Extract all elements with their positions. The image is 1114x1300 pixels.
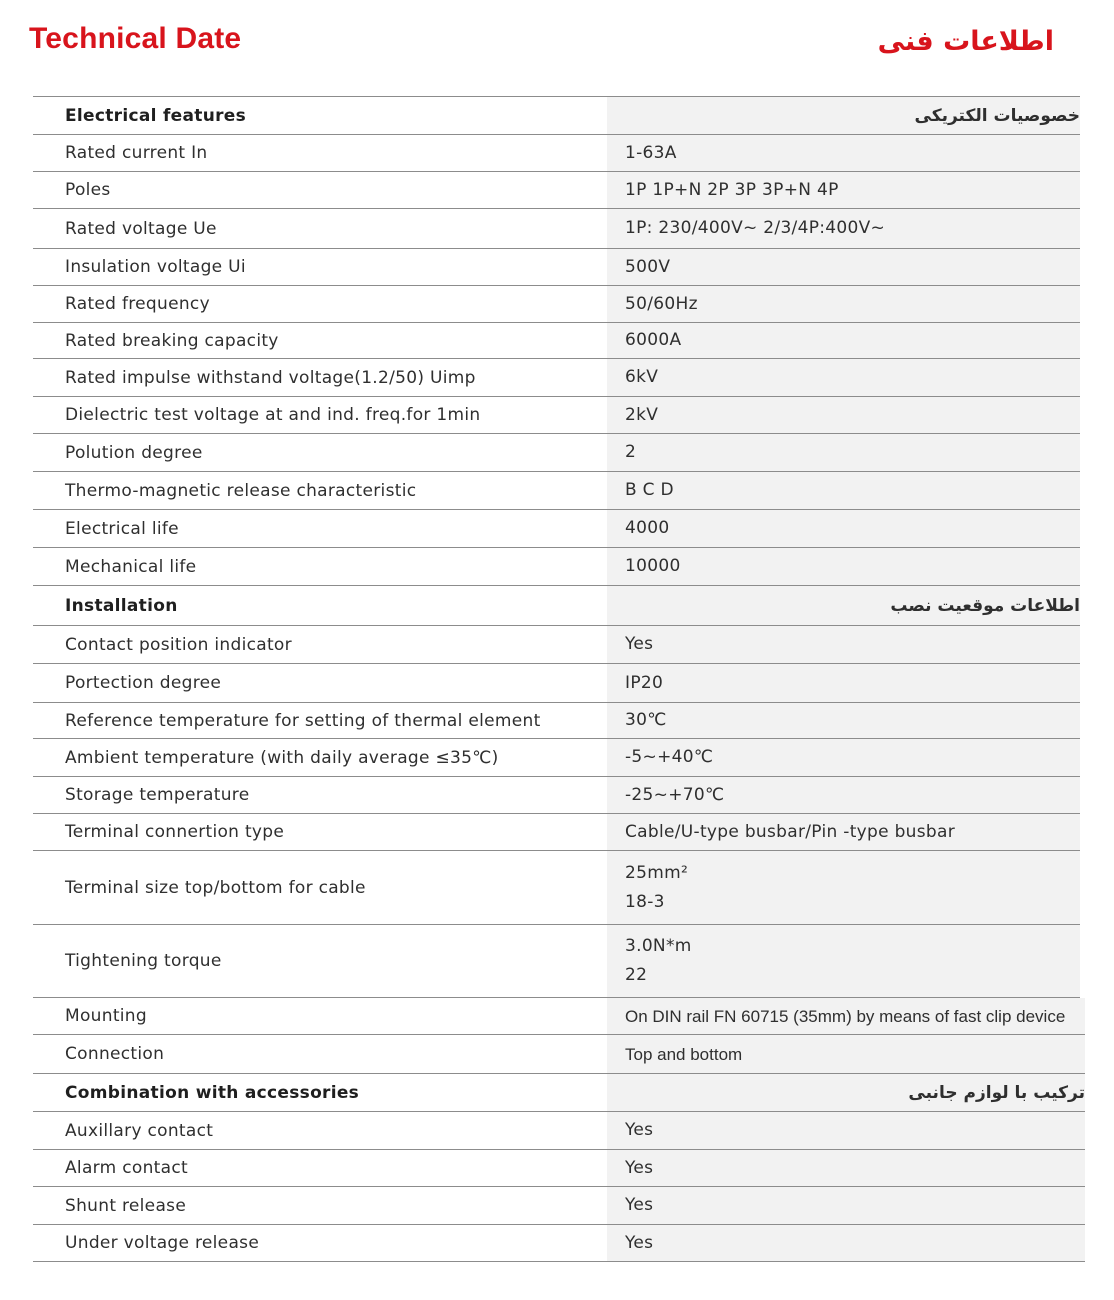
table-row bbox=[33, 925, 1080, 998]
row-label: Auxillary contact bbox=[33, 1112, 607, 1149]
row-value-line: 22 bbox=[625, 965, 648, 985]
table-row bbox=[33, 249, 1080, 286]
row-value-line: 6000A bbox=[625, 330, 682, 350]
table-row bbox=[33, 323, 1080, 359]
row-label: Rated breaking capacity bbox=[33, 323, 607, 358]
row-label: Rated voltage Ue bbox=[33, 209, 607, 248]
table-row bbox=[33, 998, 1085, 1035]
table-row bbox=[33, 703, 1080, 739]
section-heading-persian-cell bbox=[607, 97, 1080, 134]
row-value bbox=[607, 703, 1080, 738]
table-row bbox=[33, 172, 1080, 209]
row-value-line: IP20 bbox=[625, 672, 664, 693]
row-label: Polution degree bbox=[33, 434, 607, 471]
row-label: Reference temperature for setting of thermal element bbox=[33, 703, 607, 738]
row-value-line: Cable/U-type busbar/Pin -type busbar bbox=[625, 821, 956, 842]
section-heading-persian-cell bbox=[607, 1074, 1085, 1111]
table-row bbox=[33, 359, 1080, 397]
section-heading: Installation bbox=[33, 586, 607, 625]
row-label: Poles bbox=[33, 172, 607, 208]
row-label: Portection degree bbox=[33, 664, 607, 702]
row-value-line: 6kV bbox=[625, 367, 659, 387]
row-value-line: -25~+70℃ bbox=[625, 784, 725, 805]
row-value bbox=[607, 739, 1080, 776]
table-row bbox=[33, 434, 1080, 472]
section-heading-persian-cell bbox=[607, 586, 1080, 625]
spec-table bbox=[33, 96, 1085, 1262]
row-value bbox=[607, 359, 1080, 396]
row-value bbox=[607, 135, 1080, 171]
table-row bbox=[33, 814, 1080, 851]
row-value-line: 2 bbox=[625, 442, 637, 462]
row-value bbox=[607, 323, 1080, 358]
row-label: Rated frequency bbox=[33, 286, 607, 322]
table-row bbox=[33, 510, 1080, 548]
row-label: Rated impulse withstand voltage(1.2/50) Uimp bbox=[33, 359, 607, 396]
row-value-line: 500V bbox=[625, 256, 671, 277]
row-value-line: Yes bbox=[625, 1232, 654, 1253]
row-label: Alarm contact bbox=[33, 1150, 607, 1186]
section-header-row bbox=[33, 1074, 1085, 1112]
table-row bbox=[33, 1112, 1085, 1150]
row-value bbox=[607, 851, 1080, 924]
row-value-line: Top and bottom bbox=[625, 1044, 743, 1064]
row-label: Terminal size top/bottom for cable bbox=[33, 851, 607, 924]
section-heading-persian: اطلاعات موقعیت نصب bbox=[890, 595, 1080, 616]
row-label: Dielectric test voltage at and ind. freq.for 1min bbox=[33, 397, 607, 433]
row-value bbox=[607, 1035, 1085, 1073]
section-header-row bbox=[33, 586, 1080, 626]
row-value-line: 2kV bbox=[625, 404, 659, 425]
row-value bbox=[607, 626, 1080, 663]
row-value-line: B C D bbox=[625, 480, 674, 500]
row-value bbox=[607, 1150, 1085, 1186]
row-label: Under voltage release bbox=[33, 1225, 607, 1261]
section-heading: Electrical features bbox=[33, 97, 607, 134]
row-value bbox=[607, 814, 1080, 850]
table-row bbox=[33, 548, 1080, 586]
row-value bbox=[607, 434, 1080, 471]
table-row bbox=[33, 209, 1080, 249]
row-value-line: 25mm² bbox=[625, 862, 689, 883]
row-value-line: Yes bbox=[625, 1120, 654, 1140]
row-value-line: 18-3 bbox=[625, 891, 665, 912]
row-label: Terminal connertion type bbox=[33, 814, 607, 850]
row-value-line: 1P: 230/400V~ 2/3/4P:400V~ bbox=[625, 218, 886, 238]
table-row bbox=[33, 1150, 1085, 1187]
row-value-line: 1-63A bbox=[625, 142, 677, 163]
page-title-persian: اطلاعات فنی bbox=[877, 26, 1054, 57]
row-value bbox=[607, 209, 1080, 248]
row-label: Ambient temperature (with daily average ≤35℃) bbox=[33, 739, 607, 776]
table-row bbox=[33, 1187, 1085, 1225]
table-row bbox=[33, 739, 1080, 777]
row-value-line: 30℃ bbox=[625, 710, 667, 730]
table-row bbox=[33, 286, 1080, 323]
row-label: Shunt release bbox=[33, 1187, 607, 1224]
row-value-line: 1P 1P+N 2P 3P 3P+N 4P bbox=[625, 179, 839, 200]
table-row bbox=[33, 851, 1080, 925]
table-row bbox=[33, 1225, 1085, 1262]
section-heading-persian: ترکیب با لوازم جانبی bbox=[908, 1082, 1085, 1103]
row-value bbox=[607, 172, 1080, 208]
section-header-row bbox=[33, 96, 1080, 135]
row-value bbox=[607, 1225, 1085, 1261]
row-value bbox=[607, 472, 1080, 509]
row-value-line: Yes bbox=[625, 1195, 654, 1215]
table-row bbox=[33, 472, 1080, 510]
row-value bbox=[607, 1187, 1085, 1224]
row-label: Mounting bbox=[33, 998, 607, 1034]
row-value bbox=[607, 925, 1080, 997]
row-label: Electrical life bbox=[33, 510, 607, 547]
table-row bbox=[33, 626, 1080, 664]
table-row bbox=[33, 135, 1080, 172]
row-value bbox=[607, 664, 1080, 702]
row-label: Storage temperature bbox=[33, 777, 607, 813]
row-label: Connection bbox=[33, 1035, 607, 1073]
row-label: Mechanical life bbox=[33, 548, 607, 585]
section-heading-persian: خصوصیات الکتریکی bbox=[914, 105, 1080, 126]
table-row bbox=[33, 664, 1080, 703]
row-value bbox=[607, 249, 1080, 285]
row-value bbox=[607, 998, 1085, 1034]
row-value bbox=[607, 510, 1080, 547]
row-value-line: -5~+40℃ bbox=[625, 747, 714, 767]
table-row bbox=[33, 397, 1080, 434]
table-row bbox=[33, 1035, 1085, 1074]
row-label: Rated current In bbox=[33, 135, 607, 171]
row-value bbox=[607, 397, 1080, 433]
row-value-line: 10000 bbox=[625, 556, 681, 576]
row-value bbox=[607, 1112, 1085, 1149]
page-title: Technical Date bbox=[29, 22, 242, 55]
row-value-line: On DIN rail FN 60715 (35mm) by means of fast clip device bbox=[625, 1006, 1066, 1026]
row-value-line: 3.0N*m bbox=[625, 936, 692, 956]
row-value bbox=[607, 777, 1080, 813]
row-value bbox=[607, 286, 1080, 322]
row-label: Insulation voltage Ui bbox=[33, 249, 607, 285]
row-value-line: Yes bbox=[625, 634, 654, 654]
row-label: Thermo-magnetic release characteristic bbox=[33, 472, 607, 509]
row-value-line: Yes bbox=[625, 1157, 654, 1178]
row-value bbox=[607, 548, 1080, 585]
row-value-line: 4000 bbox=[625, 518, 670, 538]
table-row bbox=[33, 777, 1080, 814]
row-label: Contact position indicator bbox=[33, 626, 607, 663]
row-value-line: 50/60Hz bbox=[625, 293, 698, 314]
section-heading: Combination with accessories bbox=[33, 1074, 607, 1111]
row-label: Tightening torque bbox=[33, 925, 607, 997]
